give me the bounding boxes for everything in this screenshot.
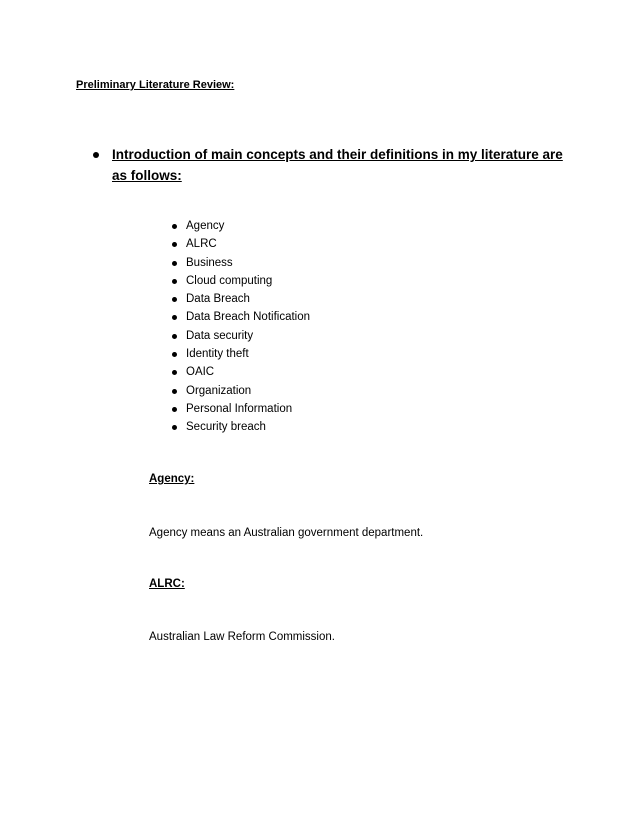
list-item	[170, 382, 310, 400]
bullet-icon	[172, 315, 177, 320]
bullet-icon	[172, 261, 177, 266]
bullet-icon	[172, 224, 177, 229]
list-item	[170, 235, 310, 253]
concept-label: Identity theft	[186, 348, 249, 361]
list-item	[170, 308, 310, 326]
concept-label: Organization	[186, 384, 252, 397]
main-bullet-text: Introduction of main concepts and their definitions in my literature are as follows:	[112, 147, 563, 183]
concept-label: Data Breach Notification	[186, 311, 311, 324]
section-heading-alrc: ALRC:	[149, 578, 185, 590]
concept-label: Data security	[186, 329, 254, 342]
list-item	[170, 272, 310, 290]
list-item	[170, 254, 310, 272]
bullet-icon	[172, 334, 177, 339]
list-item	[170, 345, 310, 363]
concept-label: Personal Information	[186, 402, 293, 415]
concept-label: OAIC	[186, 366, 215, 379]
bullet-icon	[172, 297, 177, 302]
list-item	[170, 217, 310, 235]
section-body-agency: Agency means an Australian government department.	[149, 527, 424, 539]
bullet-icon	[172, 407, 177, 412]
list-item	[170, 363, 310, 381]
concept-label: Data Breach	[186, 293, 250, 306]
concept-label: Cloud computing	[186, 274, 273, 287]
page-title: Preliminary Literature Review:	[76, 79, 235, 91]
bullet-icon	[172, 352, 177, 357]
section-body-alrc: Australian Law Reform Commission.	[149, 631, 335, 643]
concept-label: Business	[186, 256, 233, 269]
bullet-icon	[172, 425, 177, 430]
bullet-icon	[172, 370, 177, 375]
concept-label: Agency	[186, 220, 225, 232]
list-item	[170, 290, 310, 308]
list-item	[170, 400, 310, 418]
concept-list	[170, 217, 310, 437]
list-item	[170, 418, 310, 436]
bullet-icon	[172, 242, 177, 247]
section-heading-agency: Agency:	[149, 473, 195, 485]
concept-label: Security breach	[186, 421, 266, 434]
list-item	[170, 327, 310, 345]
bullet-icon	[172, 389, 177, 394]
concept-label: ALRC	[186, 238, 217, 251]
bullet-icon	[172, 279, 177, 284]
bullet-icon	[93, 152, 99, 158]
